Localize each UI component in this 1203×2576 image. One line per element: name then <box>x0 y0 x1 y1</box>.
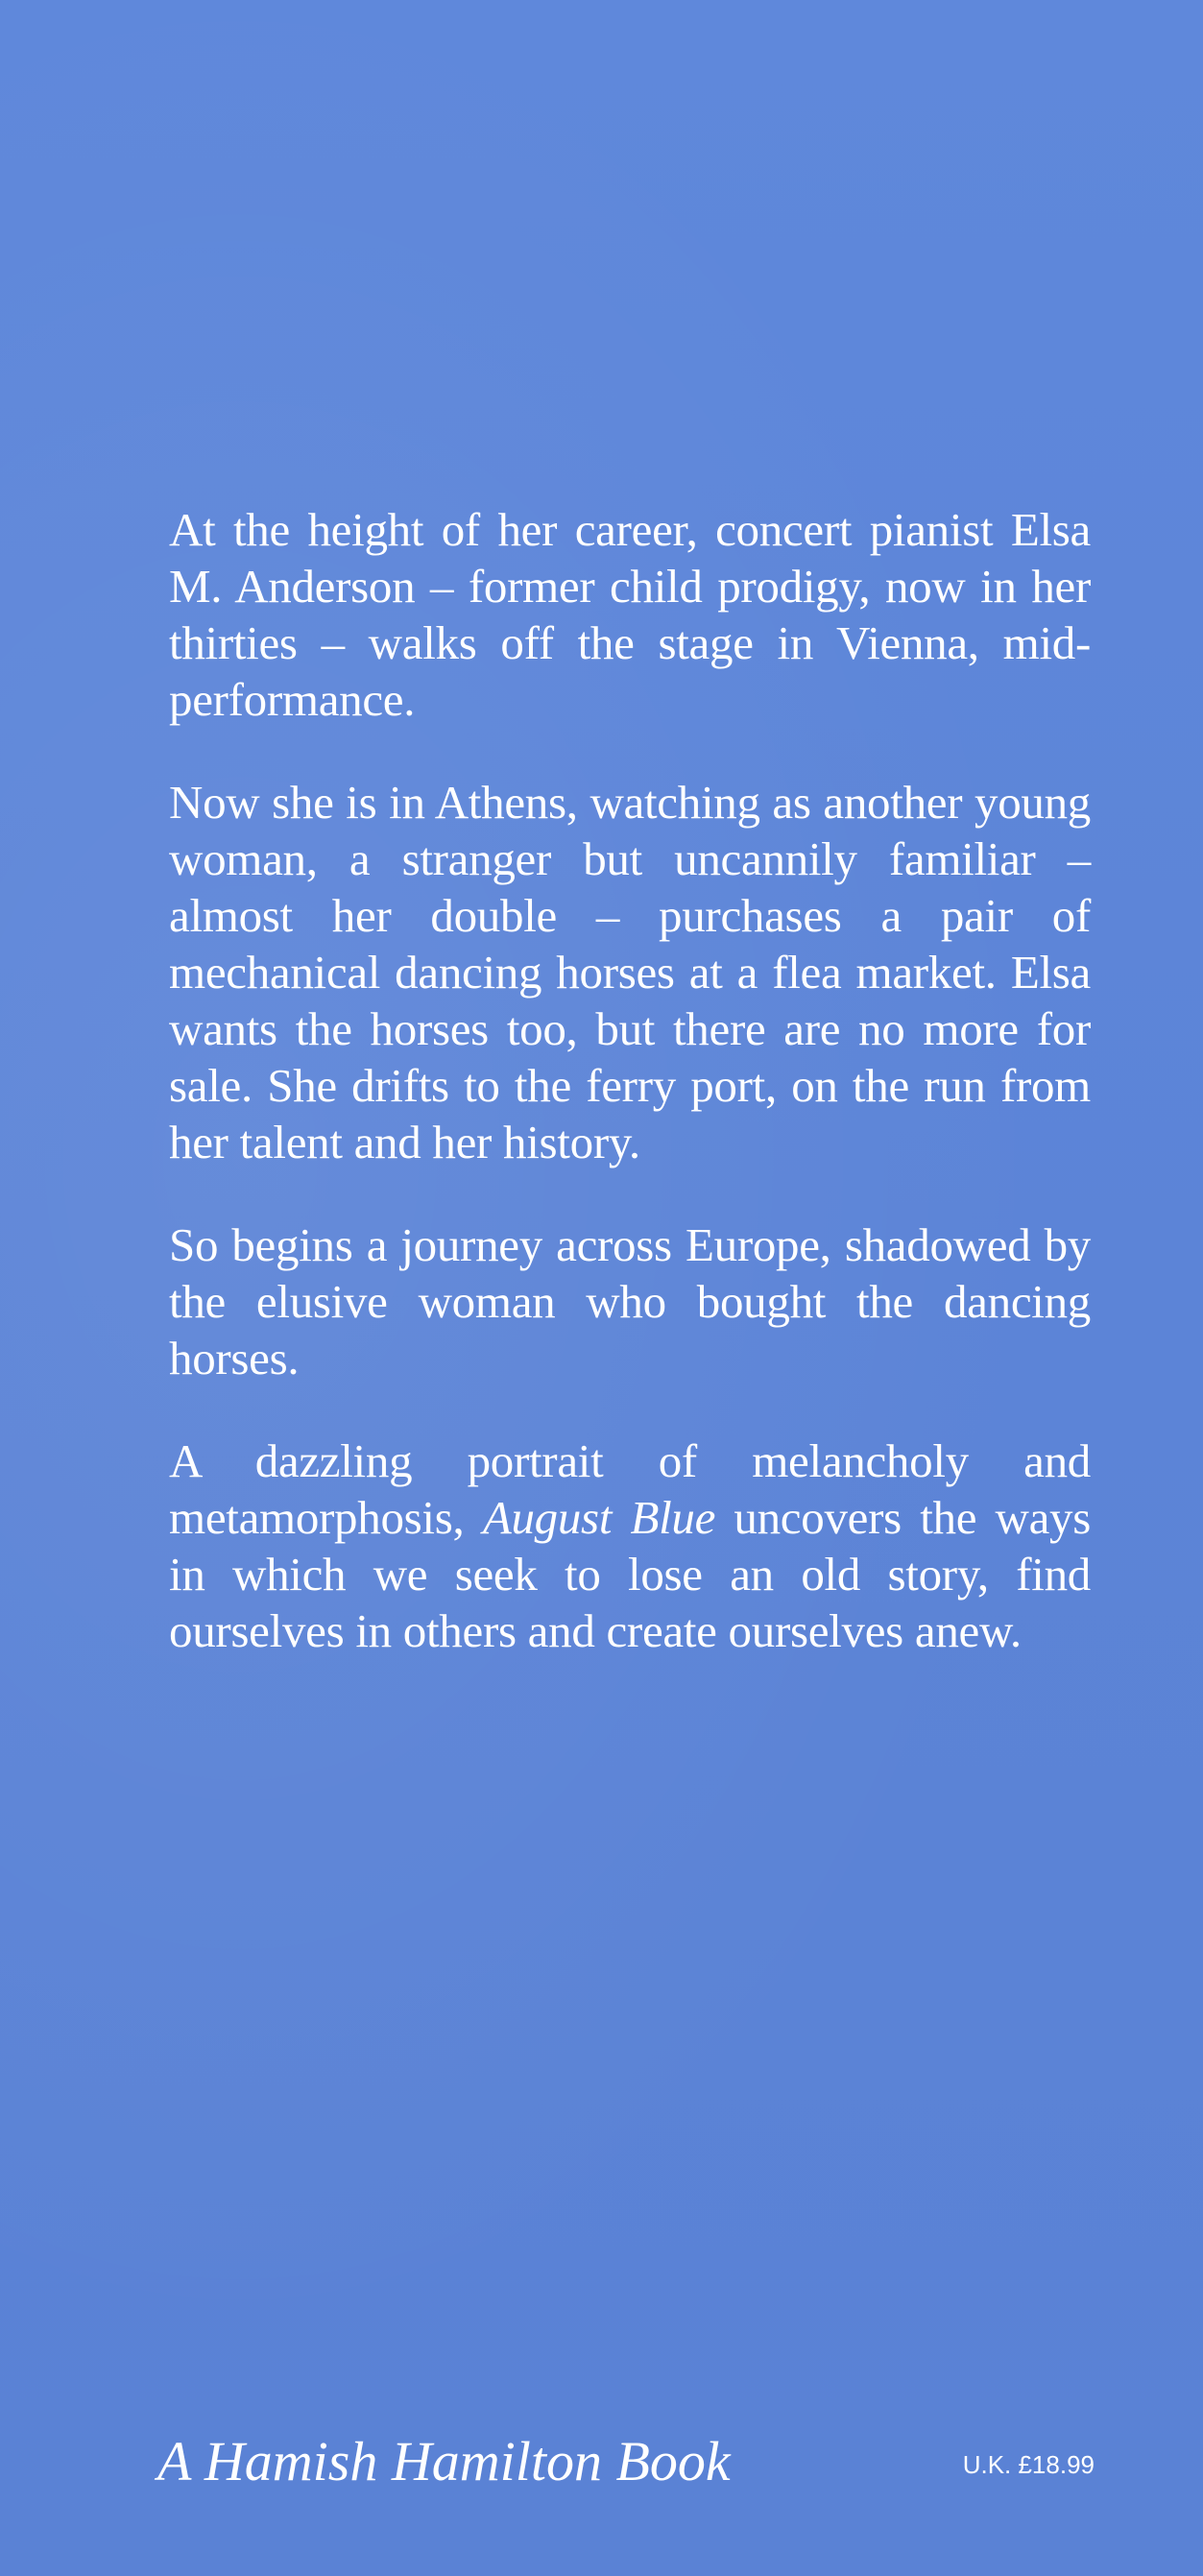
blurb-text <box>169 501 1091 1705</box>
publisher-imprint: A Hamish Hamilton Book <box>157 2430 731 2492</box>
book-title: August Blue <box>482 1491 716 1544</box>
blurb-paragraph-4 <box>169 1432 1091 1659</box>
price-label: U.K. £18.99 <box>962 2450 1095 2479</box>
blurb-paragraph-1: At the height of her career, concert pianist Elsa M. Anderson – former child prodigy, now in her thirties – walks off the stage in Vienna, mid-performance. <box>169 503 1091 726</box>
blurb-paragraph-3: So begins a journey across Europe, shadowed by the elusive woman who bought the dancing horses. <box>169 1218 1091 1384</box>
blurb-paragraph-2: Now she is in Athens, watching as another young woman, a stranger but uncannily familiar – almost her double – purchases a pair of mechanical dancing horses at a flea market. Elsa wants the horses too, but there are no more for sale. She drifts to the ferry port, on the run from her talent and her history. <box>169 776 1091 1168</box>
blurb-paragraph-4-end: uncovers the ways in which we seek to lose an old story, find ourselves in others and create ourselves anew. <box>169 1491 1092 1657</box>
blurb-paragraph-4-start: A dazzling portrait of melancholy and metamorphosis, <box>169 1434 1091 1544</box>
